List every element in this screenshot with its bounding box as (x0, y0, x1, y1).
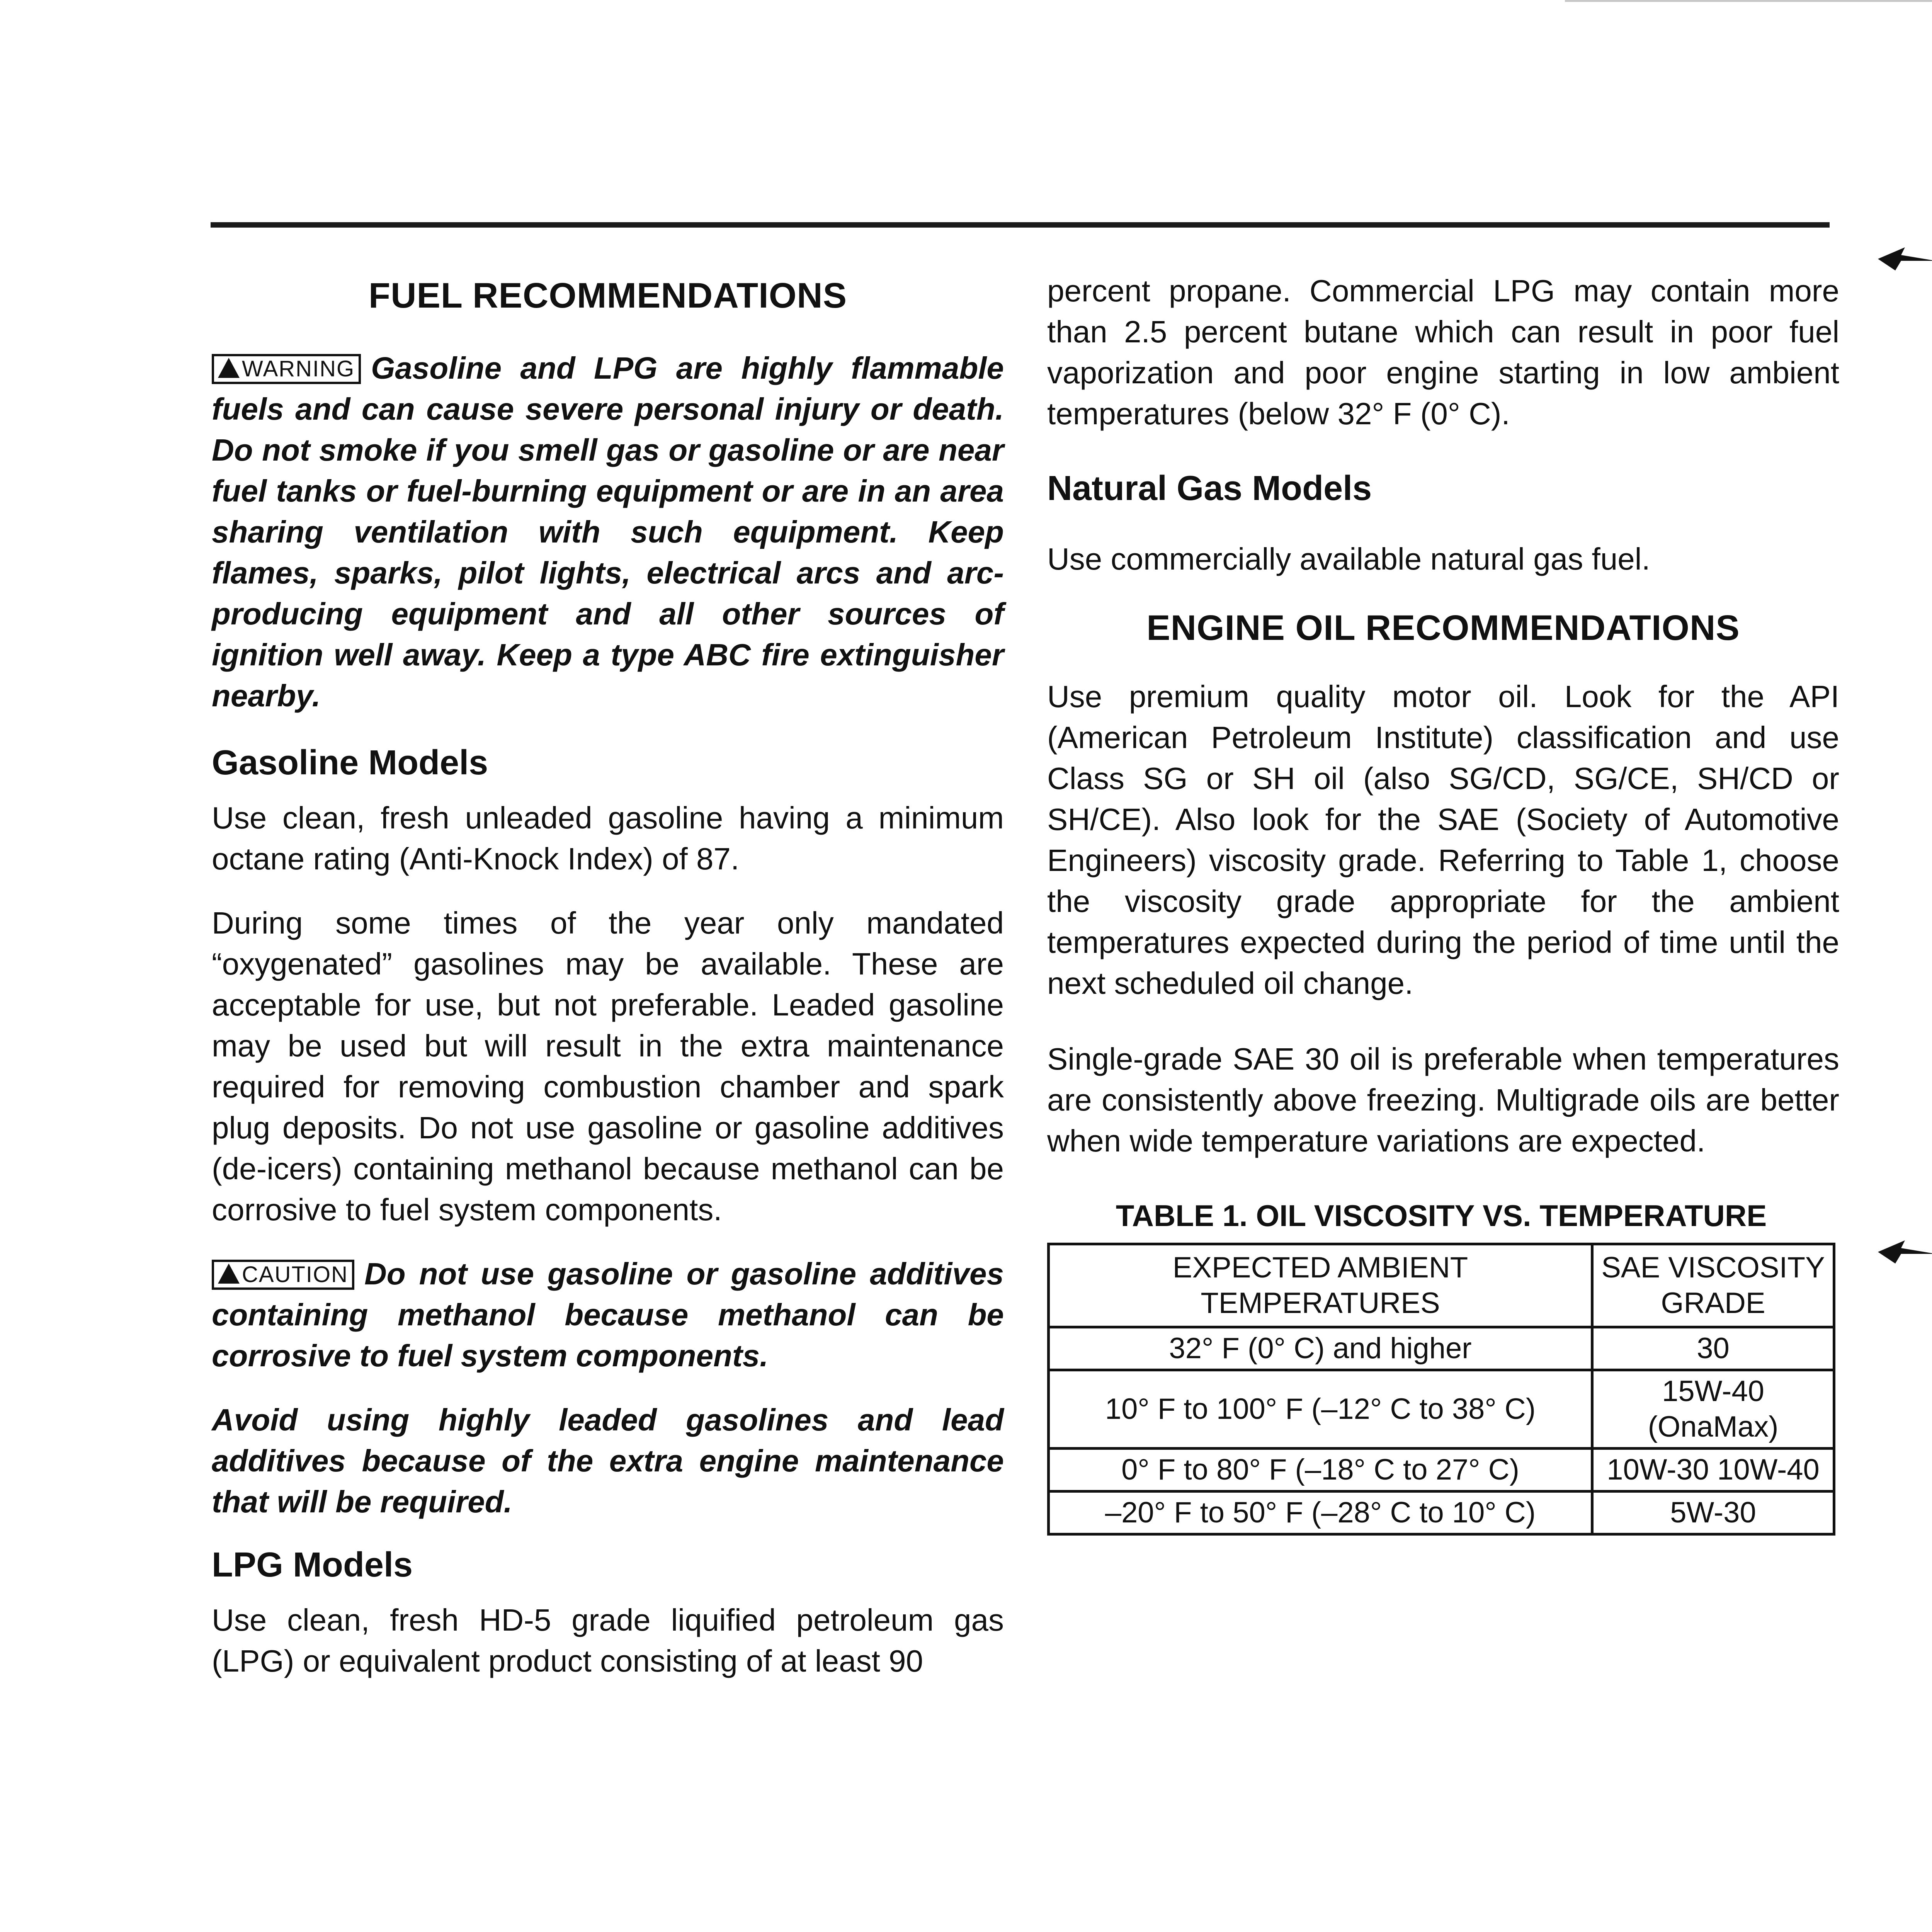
table-cell-temperature: –20° F to 50° F (–28° C to 10° C) (1049, 1492, 1592, 1534)
right-column (1047, 270, 1839, 1536)
table-row (1049, 1449, 1834, 1492)
caution-notice (212, 1253, 1004, 1376)
binder-mark-icon (1878, 1233, 1932, 1267)
table-cell-grade: 10W-30 10W-40 (1592, 1449, 1834, 1492)
table-header-temperature: EXPECTED AMBIENT TEMPERATURES (1049, 1244, 1592, 1327)
gasoline-models-heading: Gasoline Models (212, 743, 488, 782)
engine-oil-heading: ENGINE OIL RECOMMENDATIONS (1146, 608, 1740, 648)
scan-edge-line (1565, 0, 1932, 2)
oil-para-1: Use premium quality motor oil. Look for the API (American Petroleum Institute) classification and use Class SG or SH oil (also SG/CD, SG/CE, SH/CD or SH/CE). Also look for the SAE (Society of Automotive Engineers) viscosity grade. Referring to Table 1, choose the viscosity grade appropriate for the ambient temperatures expected during the period of time until the next scheduled oil change. (1047, 679, 1839, 1000)
table-cell-temperature: 10° F to 100° F (–12° C to 38° C) (1049, 1370, 1592, 1449)
gasoline-para-2: During some times of the year only mandated “oxygenated” gasolines may be available. These are acceptable for use, but not preferable. Leaded gasoline may be used but will result in the extra maintenance required for removing combustion chamber and spark plug deposits. Do not use gasoline or gasoline additives (de-icers) containing methanol because methanol can be corrosive to fuel system components. (212, 906, 1004, 1227)
table-cell-grade: 5W-30 (1592, 1492, 1834, 1534)
oil-viscosity-table (1047, 1243, 1835, 1536)
table-row (1049, 1370, 1834, 1449)
avoid-leaded-notice: Avoid using highly leaded gasolines and lead additives because of the extra engine maintenance that will be required. (212, 1403, 1004, 1519)
binder-mark-icon (1878, 240, 1932, 274)
caution-badge (212, 1260, 354, 1290)
warning-badge (212, 354, 361, 384)
warning-triangle-icon (218, 358, 240, 378)
caution-badge-label: CAUTION (242, 1262, 348, 1287)
fuel-recommendations-heading: FUEL RECOMMENDATIONS (368, 276, 847, 315)
table-cell-grade: 30 (1592, 1327, 1834, 1370)
caution-text: Do not use gasoline or gasoline additives containing methanol because methanol can be corrosive to fuel system components. (212, 1257, 1004, 1373)
left-column (212, 270, 1004, 1682)
top-rule (211, 222, 1830, 228)
warning-notice (212, 348, 1004, 716)
table-caption: TABLE 1. OIL VISCOSITY VS. TEMPERATURE (1116, 1199, 1767, 1233)
table-cell-temperature: 0° F to 80° F (–18° C to 27° C) (1049, 1449, 1592, 1492)
warning-badge-label: WARNING (242, 356, 355, 381)
gasoline-para-1: Use clean, fresh unleaded gasoline having a minimum octane rating (Anti-Knock Index) of 87. (212, 801, 1004, 876)
natural-gas-models-heading: Natural Gas Models (1047, 469, 1372, 508)
table-row (1049, 1492, 1834, 1534)
lpg-continued-para: percent propane. Commercial LPG may contain more than 2.5 percent butane which can result in poor fuel vaporization and poor engine starting in low ambient temperatures (below 32° F (0° C). (1047, 274, 1839, 431)
natural-gas-para: Use commercially available natural gas fuel. (1047, 542, 1650, 576)
table-header-row (1049, 1244, 1834, 1327)
table-row (1049, 1327, 1834, 1370)
caution-triangle-icon (218, 1264, 240, 1284)
lpg-models-heading: LPG Models (212, 1546, 413, 1584)
warning-text: Gasoline and LPG are highly flammable fuels and can cause severe personal injury or death. Do not smoke if you smell gas or gasoline or are near fuel tanks or fuel-burning equipment or are in an area sharing ventilation with such equipment. Keep flames, sparks, pilot lights, electrical arcs and arc-producing equipment and all other sources of ignition well away. Keep a type ABC fire extinguisher nearby. (212, 351, 1004, 713)
table-cell-temperature: 32° F (0° C) and higher (1049, 1327, 1592, 1370)
lpg-para: Use clean, fresh HD-5 grade liquified petroleum gas (LPG) or equivalent product consisting of at least 90 (212, 1603, 1004, 1678)
table-header-grade: SAE VISCOSITY GRADE (1592, 1244, 1834, 1327)
table-cell-grade: 15W-40 (OnaMax) (1592, 1370, 1834, 1449)
oil-para-2: Single-grade SAE 30 oil is preferable when temperatures are consistently above freezing. Multigrade oils are better when wide temperature variations are expected. (1047, 1042, 1839, 1158)
